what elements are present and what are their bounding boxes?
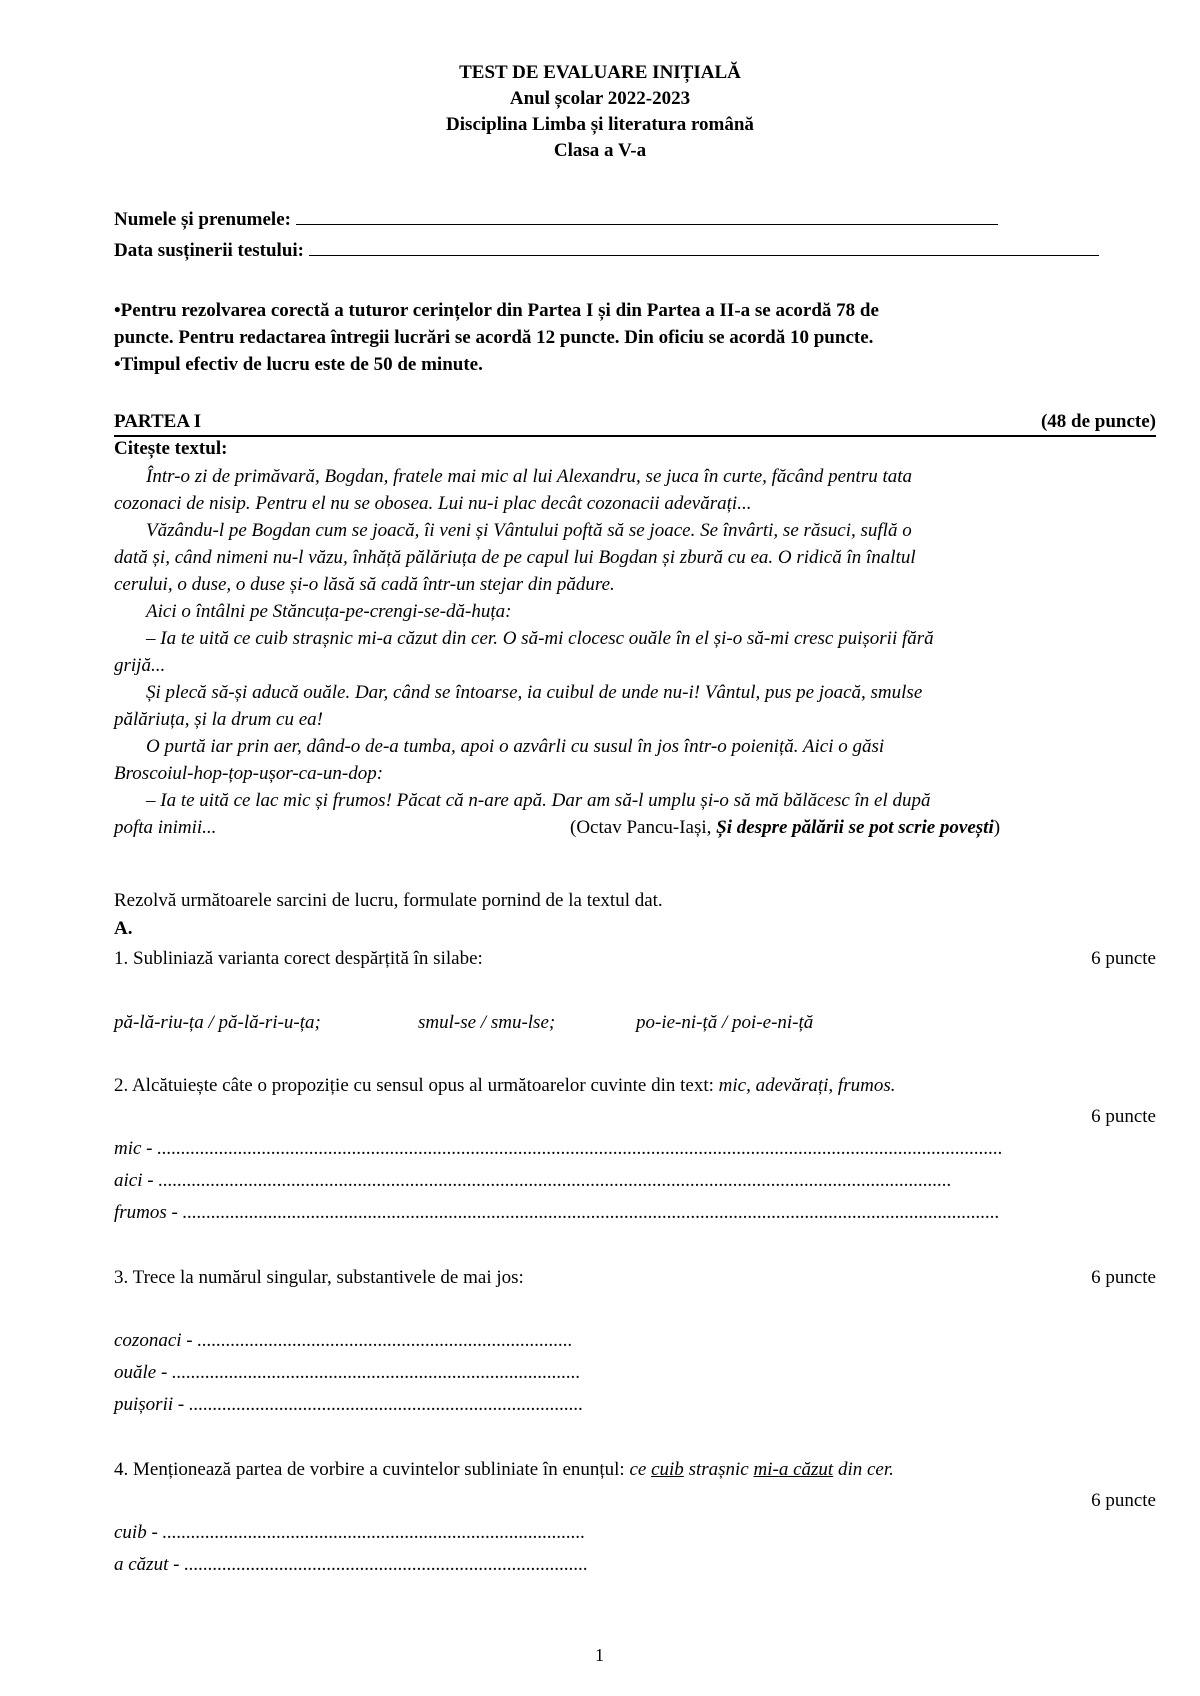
text-line bbox=[114, 814, 1164, 841]
q3-answer-puisorii[interactable]: puișorii - ................................................................................... bbox=[114, 1394, 584, 1415]
section-a: A. bbox=[114, 918, 133, 939]
q2-words: mic, adevărați, frumos. bbox=[718, 1075, 896, 1096]
instructions-line-1: •Pentru rezolvarea corectă a tuturor cerințelor din Partea I și din Partea a II-a se acordă 78 de bbox=[114, 300, 879, 321]
q1-option-2[interactable]: smul-se / smu-lse; bbox=[418, 1012, 556, 1033]
text-line: grijă... bbox=[114, 655, 166, 676]
q2-label-frumos: frumos - bbox=[114, 1202, 178, 1223]
q4-word-a-cazut: a căzut bbox=[778, 1459, 834, 1480]
q3-points: 6 puncte bbox=[1091, 1267, 1156, 1288]
school-year: Anul școlar 2022-2023 bbox=[509, 88, 691, 109]
name-label: Numele și prenumele: bbox=[114, 209, 291, 230]
q3-text bbox=[114, 1265, 524, 1291]
part1-points: (48 de puncte) bbox=[1040, 411, 1156, 432]
part1-title: PARTEA I bbox=[114, 411, 202, 432]
tasks-intro bbox=[114, 888, 663, 914]
source-close: ) bbox=[993, 817, 1001, 838]
text-line: Și plecă să-și aducă ouăle. Dar, când se întoarse, ia cuibul de unde nu-i! Vântul, pus pe joacă, smulse bbox=[146, 682, 923, 703]
q3-label-ouale: ouăle - bbox=[114, 1362, 168, 1383]
source-author: (Octav Pancu-Iași, bbox=[570, 817, 712, 838]
q4-points: 6 puncte bbox=[1091, 1490, 1156, 1511]
q2-text-a: 2. Alcătuiește câte o propoziție bbox=[114, 1075, 349, 1096]
text-line: cerului, o duse, o duse și-o lăsă să cadă într-un stejar din pădure. bbox=[114, 574, 615, 595]
q4-answer-cuib[interactable]: cuib - ......................................................................................... bbox=[114, 1522, 586, 1543]
q2-text bbox=[114, 1073, 895, 1099]
test-title: TEST DE EVALUARE INIȚIALĂ bbox=[459, 62, 741, 83]
q4-label-a-cazut: a căzut - bbox=[114, 1554, 180, 1575]
q4-word-cuib: cuib bbox=[651, 1459, 684, 1480]
page-number: 1 bbox=[595, 1645, 604, 1665]
q1-option-3[interactable]: po-ie-ni-ță / poi-e-ni-ță bbox=[636, 1012, 814, 1033]
q4-word-ce: ce bbox=[629, 1459, 647, 1480]
text-line: Aici o întâlni pe Stăncuța-pe-crengi-se-dă-huța: bbox=[146, 601, 512, 622]
q4-label-cuib: cuib - bbox=[114, 1522, 158, 1543]
name-blank[interactable] bbox=[296, 208, 998, 225]
q3-text-c: , substantivele de mai jos: bbox=[326, 1267, 524, 1288]
q3-label-puisorii: puișorii - bbox=[114, 1394, 185, 1415]
text-line: pălăriuța, și la drum cu ea! bbox=[114, 709, 323, 730]
q4-sentence bbox=[629, 1459, 893, 1480]
q3-label-cozonaci: cozonaci - bbox=[114, 1330, 193, 1351]
date-blank[interactable] bbox=[309, 239, 1099, 256]
name-field[interactable] bbox=[114, 207, 998, 233]
q2-label-aici: aici - bbox=[114, 1170, 154, 1191]
q2-points: 6 puncte bbox=[1091, 1106, 1156, 1127]
q2-text-b: cu sensul opus bbox=[353, 1075, 465, 1096]
q2-answer-aici[interactable]: aici - ....................................................................................................................................................................... bbox=[114, 1170, 952, 1191]
q4-answer-a-cazut[interactable]: a căzut - ..................................................................................... bbox=[114, 1554, 588, 1575]
q1-option-1[interactable]: pă-lă-riu-ța / pă-lă-ri-u-ța; bbox=[114, 1012, 321, 1033]
q1-text: 1. Subliniază varianta corect despărțită în silabe: bbox=[114, 948, 483, 969]
tasks-intro-b: formulate pornind de la textul dat. bbox=[403, 890, 663, 911]
date-label: Data susținerii testului: bbox=[114, 240, 304, 261]
q2-answer-mic[interactable]: mic - .................................................................................................................................................................................. bbox=[114, 1138, 1003, 1159]
text-line: Broscoiul-hop-țop-ușor-ca-un-dop: bbox=[114, 763, 384, 784]
date-field[interactable] bbox=[114, 238, 1099, 264]
grade: Clasa a V-a bbox=[553, 140, 647, 161]
q4-word-din-cer: din cer. bbox=[837, 1459, 894, 1480]
q2-text-c: al următoarelor cuvinte din text: bbox=[469, 1075, 714, 1096]
text-line: dată și, când nimeni nu-l văzu, înhăță pălăriuța de pe capul lui Bogdan și zbură cu ea. O ridică în înaltul bbox=[114, 547, 916, 568]
text-line: – Ia te uită ce cuib strașnic mi-a căzut din cer. O să-mi clocesc ouăle în el și-o să-mi cresc puișorii fără bbox=[146, 628, 934, 649]
part1-heading bbox=[114, 411, 1156, 437]
reading-text bbox=[114, 463, 1164, 841]
q4-text-main: 4. Menționează partea de vorbire a cuvintelor subliniate în enunțul: bbox=[114, 1459, 625, 1480]
source-title: Și despre pălării se pot scrie povești bbox=[716, 817, 994, 838]
source-citation bbox=[570, 814, 1000, 841]
q3-text-a: 3. Trece la bbox=[114, 1267, 194, 1288]
text-line: O purtă iar prin aer, dând-o de-a tumba, apoi o azvârli cu susul în jos într-o poieniță. Aici o găsi bbox=[146, 736, 885, 757]
q4-word-mi: mi- bbox=[753, 1459, 779, 1480]
q4-word-strasnic: strașnic bbox=[688, 1459, 749, 1480]
q4-text bbox=[114, 1457, 894, 1483]
text-line: – Ia te uită ce lac mic și frumos! Păcat că n-are apă. Dar am să-l umplu și-o să mă bălăcesc în el după bbox=[146, 790, 931, 811]
text-line: Într-o zi de primăvară, Bogdan, fratele mai mic al lui Alexandru, se juca în curte, făcând pentru tata bbox=[146, 466, 913, 487]
text-line: Văzându-l pe Bogdan cum se joacă, îi veni și Vântului poftă să se joace. Se învârti, se răsuci, suflă o bbox=[146, 520, 912, 541]
text-line-end: pofta inimii... bbox=[114, 817, 217, 838]
q3-answer-ouale[interactable]: ouăle - ...................................................................................... bbox=[114, 1362, 581, 1383]
q1-points: 6 puncte bbox=[1091, 948, 1156, 969]
tasks-intro-a: Rezolvă următoarele sarcini de lucru, bbox=[114, 890, 399, 911]
q2-label-mic: mic - bbox=[114, 1138, 153, 1159]
q3-text-b: numărul singular bbox=[198, 1267, 327, 1288]
q3-answer-cozonaci[interactable]: cozonaci - ............................................................................... bbox=[114, 1330, 573, 1351]
instructions-line-2: puncte. Pentru redactarea întregii lucrări se acordă 12 puncte. Din oficiu se acordă 10 puncte. bbox=[114, 327, 874, 348]
text-line: cozonaci de nisip. Pentru el nu se obosea. Lui nu-i plac decât cozonacii adevărați... bbox=[114, 493, 752, 514]
q2-answer-frumos[interactable]: frumos - ............................................................................................................................................................................ bbox=[114, 1202, 1000, 1223]
instructions-line-3: •Timpul efectiv de lucru este de 50 de minute. bbox=[114, 354, 483, 375]
discipline: Disciplina Limba și literatura română bbox=[446, 114, 754, 135]
read-label: Citește textul: bbox=[114, 438, 228, 459]
